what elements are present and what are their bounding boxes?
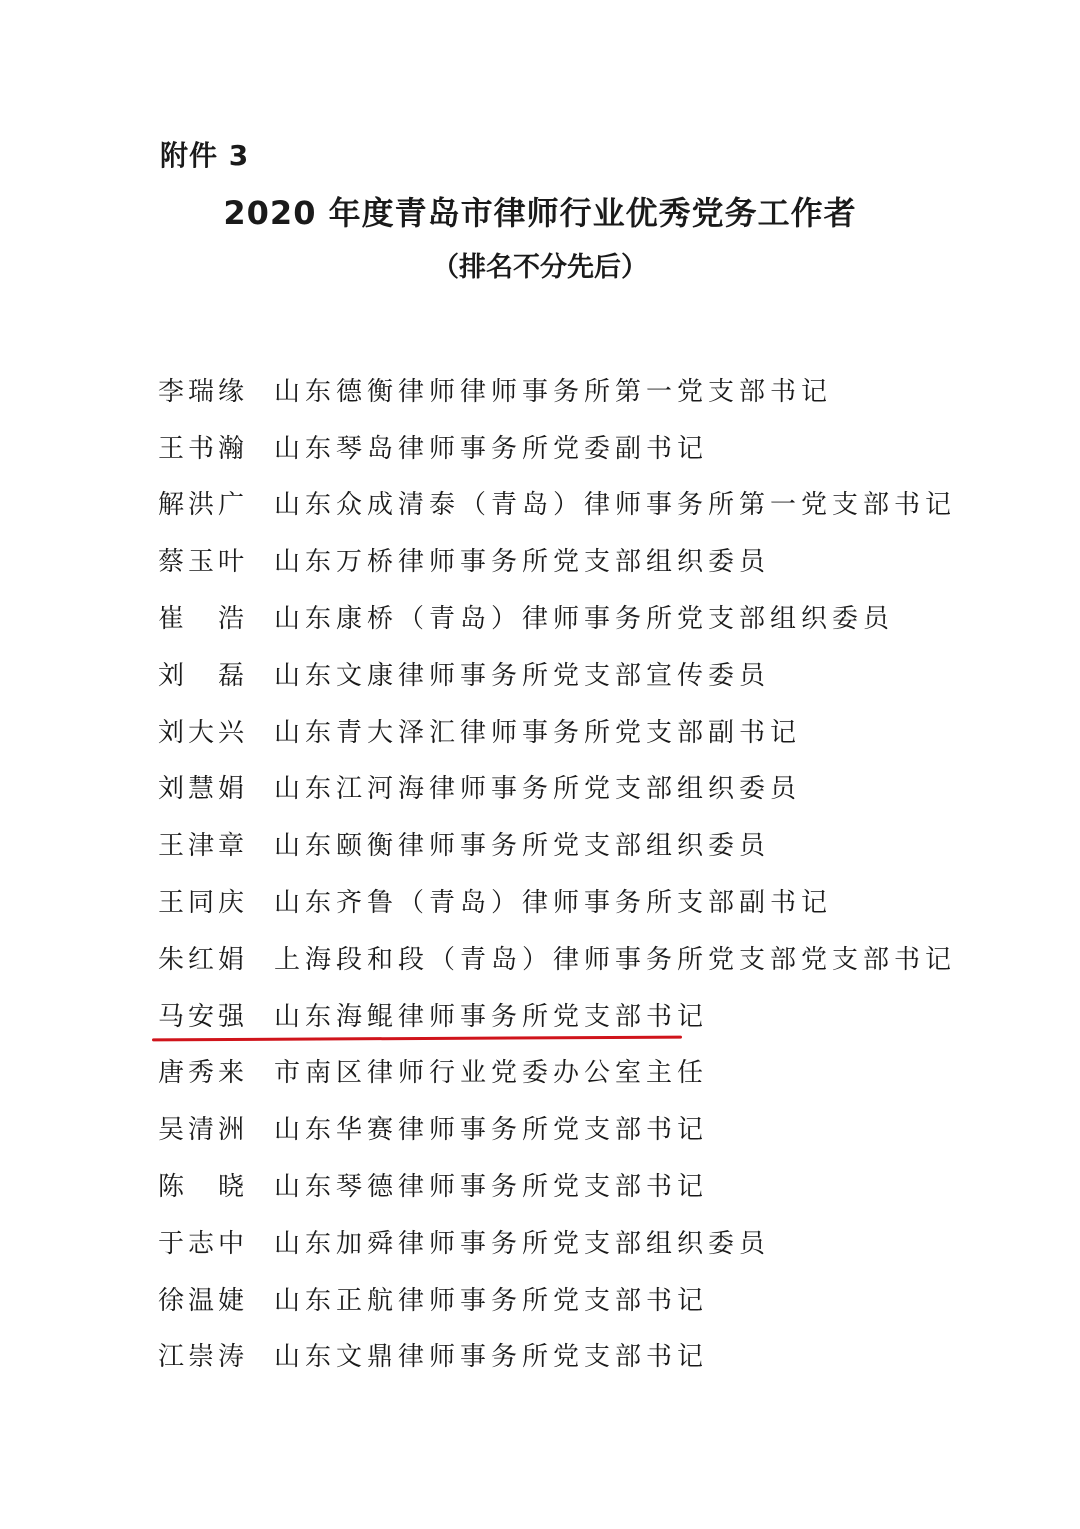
list-item: [158, 1213, 956, 1270]
honoree-name: 王津章: [158, 831, 244, 862]
list-item: [158, 1156, 956, 1213]
honoree-role: 山东琴德律师事务所党支部书记: [274, 1172, 709, 1203]
red-underline-mark: [152, 1035, 682, 1041]
list-item: [158, 1327, 956, 1384]
honoree-role: 山东江河海律师事务所党支部组织委员: [274, 774, 802, 805]
honoree-name: 马安强: [158, 1001, 244, 1032]
honoree-role: 市南区律师行业党委办公室主任: [274, 1058, 709, 1089]
honoree-role: 山东加舜律师事务所党支部组织委员: [274, 1228, 771, 1259]
honoree-name: 蔡玉叶: [158, 547, 244, 578]
honoree-role: 山东文鼎律师事务所党支部书记: [274, 1342, 709, 1373]
honoree-name: 刘大兴: [158, 717, 244, 748]
list-item: [158, 815, 956, 872]
list-item: [158, 929, 956, 986]
list-item: [158, 759, 956, 816]
list-item-highlighted: [158, 986, 956, 1043]
honoree-name: 江崇涛: [158, 1342, 244, 1373]
document-title: 2020 年度青岛市律师行业优秀党务工作者: [223, 194, 857, 232]
list-item: [158, 418, 956, 475]
list-item: [158, 1043, 956, 1100]
list-item: [158, 588, 956, 645]
honoree-name: 解洪广: [158, 490, 244, 521]
honoree-name: 王书瀚: [158, 433, 244, 464]
honoree-name: 朱红娟: [158, 944, 244, 975]
honoree-role: 山东颐衡律师事务所党支部组织委员: [274, 831, 771, 862]
list-item: [158, 702, 956, 759]
list-item: [158, 531, 956, 588]
document-subtitle: （排名不分先后）: [432, 252, 648, 283]
list-item: [158, 361, 956, 418]
honoree-name: 陈晓: [158, 1172, 244, 1203]
honoree-role: 山东琴岛律师事务所党委副书记: [274, 433, 709, 464]
list-item: [158, 475, 956, 532]
list-item: [158, 645, 956, 702]
honoree-name: 崔浩: [158, 604, 244, 635]
honoree-name: 刘磊: [158, 660, 244, 691]
honoree-role: 上海段和段（青岛）律师事务所党支部党支部书记: [274, 944, 957, 975]
honoree-role: 山东万桥律师事务所党支部组织委员: [274, 547, 771, 578]
honoree-name: 李瑞缘: [158, 376, 244, 407]
list-item: [158, 1270, 956, 1327]
honoree-name: 唐秀来: [158, 1058, 244, 1089]
list-item: [158, 1099, 956, 1156]
honoree-list: [158, 361, 956, 1383]
honoree-role: 山东正航律师事务所党支部书记: [274, 1285, 709, 1316]
list-item: [158, 872, 956, 929]
honoree-name: 徐温婕: [158, 1285, 244, 1316]
honoree-name: 王同庆: [158, 888, 244, 919]
honoree-name: 于志中: [158, 1228, 244, 1259]
honoree-role: 山东华赛律师事务所党支部书记: [274, 1115, 709, 1146]
honoree-role: 山东齐鲁（青岛）律师事务所支部副书记: [274, 888, 833, 919]
honoree-role: 山东文康律师事务所党支部宣传委员: [274, 660, 771, 691]
honoree-role: 山东众成清泰（青岛）律师事务所第一党支部书记: [274, 490, 957, 521]
honoree-role: 山东青大泽汇律师事务所党支部副书记: [274, 717, 802, 748]
attachment-label: 附件 3: [160, 139, 250, 172]
honoree-name: 刘慧娟: [158, 774, 244, 805]
honoree-role: 山东海鲲律师事务所党支部书记: [274, 1001, 709, 1032]
honoree-role: 山东德衡律师律师事务所第一党支部书记: [274, 376, 833, 407]
honoree-role: 山东康桥（青岛）律师事务所党支部组织委员: [274, 604, 895, 635]
honoree-name: 吴清洲: [158, 1115, 244, 1146]
